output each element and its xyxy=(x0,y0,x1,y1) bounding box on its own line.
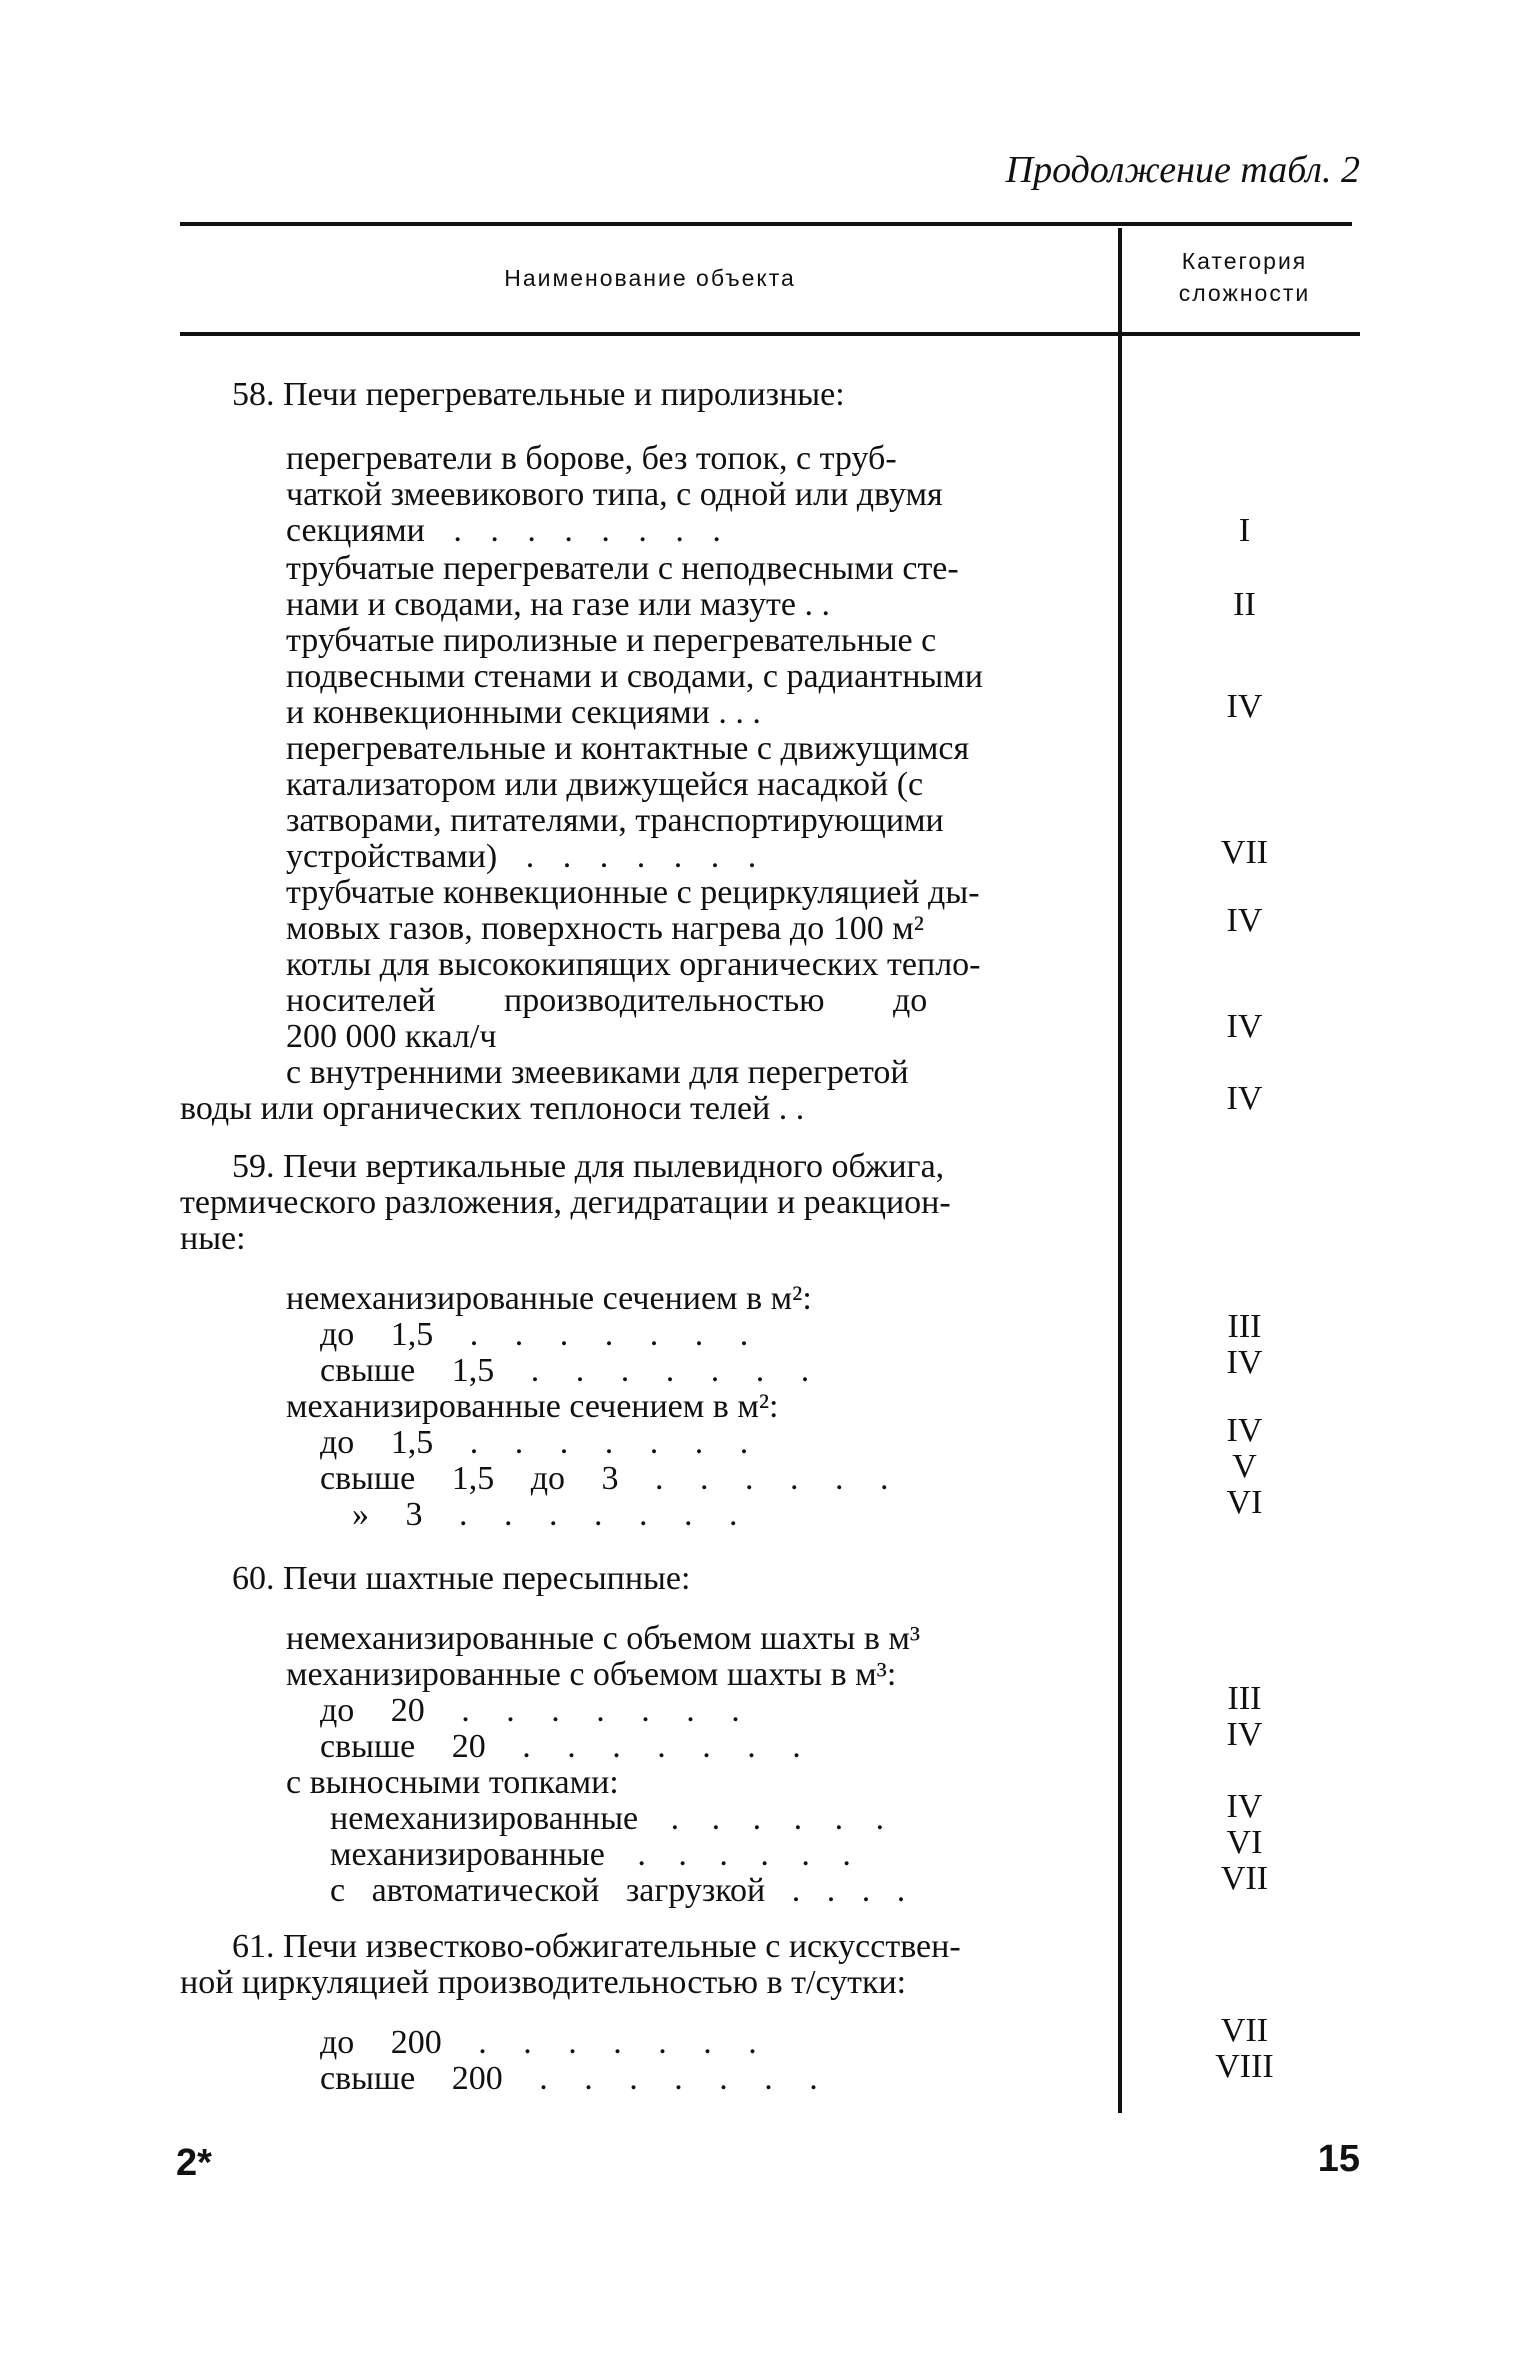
page-number: 15 xyxy=(1317,2138,1360,2180)
category-value: III xyxy=(1227,1308,1262,1345)
row-text: секциями . . . . . . . . xyxy=(286,512,721,549)
header-bottom-rule xyxy=(180,332,1360,336)
row-text: ные: xyxy=(180,1220,246,1257)
row-text: немеханизированные . . . . . . xyxy=(330,1800,885,1837)
category-value: VII xyxy=(1220,1860,1269,1897)
row-text: » 3 . . . . . . . xyxy=(352,1496,738,1533)
row-text: устройствами) . . . . . . . xyxy=(286,838,757,875)
section-heading: 61. Печи известково-обжигательные с искусствен- xyxy=(232,1928,961,1965)
row-text: трубчатые пиролизные и перегревательные с xyxy=(286,622,937,659)
category-value: IV xyxy=(1226,1716,1263,1753)
header-category-line-2: сложности xyxy=(1178,280,1311,306)
header-top-rule xyxy=(180,222,1352,226)
row-text: свыше 200 . . . . . . . xyxy=(320,2060,818,2097)
category-value: VIII xyxy=(1215,2048,1274,2085)
row-text: механизированные с объемом шахты в м³: xyxy=(286,1656,897,1693)
row-text: термического разложения, дегидратации и реакцион- xyxy=(180,1184,951,1221)
section-heading: 58. Печи перегревательные и пиролизные: xyxy=(232,376,845,413)
category-value: II xyxy=(1233,586,1256,623)
table-caption: Продолжение табл. 2 xyxy=(1005,149,1360,191)
header-object-name: Наименование объекта xyxy=(504,265,796,291)
row-text: воды или органических теплоноси телей . . xyxy=(180,1090,805,1127)
category-value: VI xyxy=(1226,1824,1263,1861)
category-value: IV xyxy=(1226,1412,1263,1449)
category-value: I xyxy=(1238,512,1251,549)
row-text: немеханизированные с объемом шахты в м³ xyxy=(286,1620,921,1657)
row-text: свыше 1,5 до 3 . . . . . . xyxy=(320,1460,889,1497)
section-heading: 60. Печи шахтные пересыпные: xyxy=(232,1560,691,1597)
category-value: IV xyxy=(1226,1080,1263,1117)
row-text: перегреватели в борове, без топок, с труб- xyxy=(286,440,897,477)
signature-mark: 2* xyxy=(176,2142,212,2184)
row-text: трубчатые конвекционные с рециркуляцией ды- xyxy=(286,874,980,911)
row-text: носителей производительностью до xyxy=(286,982,928,1019)
row-text: перегревательные и контактные с движущимся xyxy=(286,730,970,767)
header-category xyxy=(1122,245,1367,309)
row-text: до 20 . . . . . . . xyxy=(320,1692,740,1729)
category-value: IV xyxy=(1226,902,1263,939)
row-text: котлы для высококипящих органических тепло- xyxy=(286,946,981,983)
row-text: до 1,5 . . . . . . . xyxy=(320,1424,749,1461)
row-text: 200 000 ккал/ч xyxy=(286,1018,497,1055)
row-text: и конвекционными секциями . . . xyxy=(286,694,761,731)
row-text: свыше 1,5 . . . . . . . xyxy=(320,1352,810,1389)
row-text: нами и сводами, на газе или мазуте . . xyxy=(286,586,830,623)
row-text: катализатором или движущейся насадкой (с xyxy=(286,766,924,803)
row-text: подвесными стенами и сводами, с радиантными xyxy=(286,658,983,695)
row-text: до 1,5 . . . . . . . xyxy=(320,1316,749,1353)
row-text: с внутренними змеевиками для перегретой xyxy=(286,1054,909,1091)
category-value: VI xyxy=(1226,1484,1263,1521)
section-heading: 59. Печи вертикальные для пылевидного обжига, xyxy=(232,1148,945,1185)
row-text: мовых газов, поверхность нагрева до 100 м² xyxy=(286,910,924,947)
category-value: VII xyxy=(1220,834,1269,871)
row-text: затворами, питателями, транспортирующими xyxy=(286,802,944,839)
row-text: свыше 20 . . . . . . . xyxy=(320,1728,801,1765)
header-category-line-1: Категория xyxy=(1181,248,1308,274)
category-value: III xyxy=(1227,1680,1262,1717)
category-value: IV xyxy=(1226,1008,1263,1045)
category-value: IV xyxy=(1226,1344,1263,1381)
row-text: с автоматической загрузкой . . . . xyxy=(330,1872,906,1909)
row-text: чаткой змеевикового типа, с одной или двумя xyxy=(286,476,943,513)
category-value: V xyxy=(1232,1448,1257,1485)
row-text: механизированные сечением в м²: xyxy=(286,1388,779,1425)
category-value: IV xyxy=(1226,688,1263,725)
row-text: с выносными топками: xyxy=(286,1764,619,1801)
row-text: механизированные . . . . . . xyxy=(330,1836,851,1873)
row-text: трубчатые перегреватели с неподвесными сте- xyxy=(286,550,959,587)
row-text: ной циркуляцией производительностью в т/сутки: xyxy=(180,1964,907,2001)
row-text: немеханизированные сечением в м²: xyxy=(286,1280,812,1317)
category-value: IV xyxy=(1226,1788,1263,1825)
category-value: VII xyxy=(1220,2012,1269,2049)
row-text: до 200 . . . . . . . xyxy=(320,2024,757,2061)
